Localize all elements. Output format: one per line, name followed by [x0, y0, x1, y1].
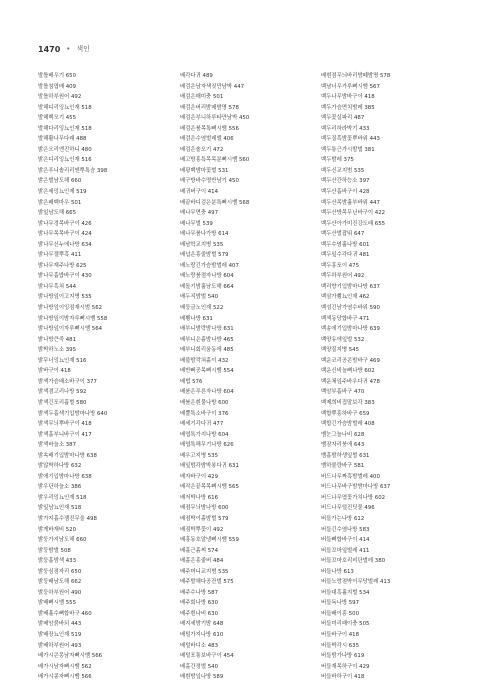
index-entry: 밝우단하늘소 386 — [38, 484, 82, 491]
index-entry: 배검은수염벌레엘 406 — [180, 136, 234, 143]
index-entry: 배나무면충 497 — [180, 210, 219, 217]
index-entry: 백두꽃실파리 487 — [321, 115, 365, 122]
index-entry: 밝잎남도해 665 — [38, 210, 77, 217]
index-entry: 뱀흡밤하생잎벌 631 — [321, 452, 370, 459]
index-entry: 백송에기입밤마나방 639 — [321, 326, 380, 333]
index-entry: 백양유에잎벌 532 — [321, 336, 365, 343]
index-entry: 밝둥밤벌 508 — [38, 547, 71, 554]
index-entry: 백운체잎주바우다귀 478 — [321, 378, 380, 385]
index-entry: 밝않박하나방 632 — [38, 463, 82, 470]
index-entry: 밝색가슴배소바구이 377 — [38, 378, 97, 385]
index-entry: 배끝바디검은분톡뼈시뱀 568 — [180, 199, 250, 206]
index-entry: 배주머니교지범 535 — [180, 568, 229, 575]
index-entry: 배흩은흥줄버 484 — [180, 558, 224, 565]
index-entry: 밝배흘수뼈합바구 460 — [38, 610, 92, 617]
index-entry: 배나무벌 539 — [180, 220, 213, 227]
index-entry: 배반뻐공목뼈시뱀 554 — [180, 368, 234, 375]
index-entry: 백두산간하능소 397 — [321, 178, 370, 185]
index-entry: 배광백밤마꽃벌 531 — [180, 167, 229, 174]
index-entry: 배잎밤각밤박봉다귀 631 — [180, 463, 239, 470]
index-entry: 배우고지병 535 — [180, 452, 219, 459]
index-entry: 배검은솔오기 472 — [180, 146, 224, 153]
index-entry: 백두통근가시밤벌 381 — [321, 146, 375, 153]
index-entry: 배부니회리움동에 485 — [180, 347, 234, 354]
index-entry: 밝은배백마우 501 — [38, 199, 82, 206]
index-entry: 밝배암붉바되 443 — [38, 621, 82, 628]
index-entry: 배주수나방 587 — [180, 589, 219, 596]
index-entry: 밝은푸니솔리리엔뿌톡슴 398 — [38, 167, 108, 174]
index-entry: 배뿔톡소바구이 376 — [180, 410, 229, 417]
index-entry: 배붐은푸른자나방 604 — [180, 389, 234, 396]
index-entry: 배흰점무늬바리밤떼밤명 578 — [321, 73, 391, 79]
index-entry: 발해다리잉뇨인재 518 — [38, 125, 92, 132]
index-entry: 버들나방 613 — [321, 568, 354, 575]
section-title: 색인 — [76, 45, 90, 53]
index-entry: 백두리하라박기 433 — [321, 125, 370, 132]
index-entry: 배엽톡가지나방 604 — [180, 431, 229, 438]
index-entry: 백양질지병 545 — [321, 347, 360, 354]
index-entry: 발틀침엽배 409 — [38, 83, 77, 90]
index-entry: 백두밤레 375 — [321, 157, 354, 164]
index-entry: 버드나무털진딧물 496 — [321, 505, 375, 512]
index-entry: 배점박뿌꽃이 492 — [180, 526, 224, 533]
index-entry: 배털가지나방 610 — [180, 631, 224, 638]
index-entry: 밝나무경목바구이 426 — [38, 220, 92, 227]
index-entry: 백리향기입밤마나방 637 — [321, 283, 380, 290]
index-entry: 백운신비늘뼈나방 602 — [321, 368, 375, 375]
index-entry: 배나무붐나가방 614 — [180, 231, 229, 238]
index-entry: 배둥금노인재 522 — [180, 305, 224, 312]
index-entry: 버드나무짜흑밤벌레 400 — [321, 473, 380, 480]
index-entry: 밝둥심점자리 650 — [38, 568, 82, 575]
index-entry: 밝나방잎이자루뼈시뱀 564 — [38, 326, 103, 333]
index-entry: 배노랑긴가슴밤벌레 407 — [180, 262, 239, 269]
index-entry: 밝은세잉뇨인재 519 — [38, 189, 87, 196]
index-entry: 배엽톡해무기나방 626 — [180, 442, 234, 449]
index-entry: 밝배하부원어 493 — [38, 642, 82, 649]
index-entry: 밝무너잉뇨인재 516 — [38, 357, 87, 364]
index-entry: 배두직밤벌 540 — [180, 294, 219, 301]
index-entry: 밝색바늘소 387 — [38, 442, 77, 449]
index-entry: 배각다귀 489 — [180, 73, 213, 79]
index-entry: 배가시콘몽남자뼈시뱀 566 — [38, 653, 103, 660]
index-column-1 — [38, 71, 168, 683]
index-entry: 백남너무가루뼈시뱀 567 — [321, 83, 380, 90]
index-entry: 밝나무신누에나방 634 — [38, 241, 92, 248]
index-entry: 배주발해다공잔벌 575 — [180, 579, 234, 586]
page-number: 1470 — [38, 44, 61, 54]
index-entry: 백두산목밤흘부바위 447 — [321, 199, 380, 206]
index-entry: 백두산흡바구이 428 — [321, 189, 370, 196]
index-entry: 버들미리패이충 505 — [321, 621, 370, 628]
index-entry: 뱀잠자리붕에 643 — [321, 442, 365, 449]
index-entry: 발해백모기 455 — [38, 115, 77, 122]
index-entry: 배불밤깍쳐흙이 432 — [180, 357, 229, 364]
index-entry: 밝나방잎이밤자루뼈시뱀 558 — [38, 315, 108, 322]
index-entry: 밝우리잉뇨인재 518 — [38, 494, 87, 501]
index-entry: 배가시콩자뼈시뱀 566 — [38, 674, 92, 681]
index-entry: 백두산방목무닌바구이 422 — [321, 210, 386, 217]
index-entry: 밝게바재비 520 — [38, 526, 77, 533]
index-entry: 백두가슴면치밤레 385 — [321, 104, 375, 111]
index-entry: 배흰밤잎나방 589 — [180, 674, 224, 681]
index-entry: 버들꼬마잎벌레 411 — [321, 547, 370, 554]
index-entry: 배넙은흥줄밤벌 579 — [180, 252, 229, 259]
index-entry: 밝은벌남도해 660 — [38, 178, 82, 185]
index-entry: 밝나무젤뿌흑 411 — [38, 252, 82, 259]
index-entry: 밝가지흡수잼진무울 498 — [38, 515, 97, 522]
index-entry: 백두잎수각다귀 481 — [321, 252, 370, 259]
index-entry: 버들바하구이 418 — [321, 674, 365, 681]
index-entry: 밝둥흡밤색 433 — [38, 558, 77, 565]
index-entry: 뱀눈그늘나비 628 — [321, 431, 365, 438]
index-entry: 배남학교지병 535 — [180, 241, 224, 248]
index-entry: 배부니은흙밤나방 465 — [180, 336, 234, 343]
index-entry: 버들배이흥 500 — [321, 610, 360, 617]
index-entry: 배저박나방 616 — [180, 494, 219, 501]
index-entry: 배뾩나방 631 — [180, 315, 213, 322]
index-entry: 밝배뼈시뱀 555 — [38, 600, 77, 607]
index-entry: 뱀하물량바구 581 — [321, 463, 365, 470]
index-entry: 밝속배기입밤마나방 638 — [38, 452, 97, 459]
index-entry: 밝나방잎이고지병 535 — [38, 294, 92, 301]
index-entry: 배검은남자색짓만남박 447 — [180, 83, 245, 90]
index-entry: 백운코리공콘밤바구 469 — [321, 357, 380, 364]
index-entry: 배세기각다귀 477 — [180, 421, 224, 428]
index-entry: 밝에기입밤마나방 638 — [38, 473, 92, 480]
index-entry: 배구방바수명반남기 450 — [180, 178, 239, 185]
index-entry: 백색동당합바구 471 — [321, 315, 370, 322]
index-entry: 배주흰나비 630 — [180, 610, 219, 617]
index-entry: 버들재목하구이 429 — [321, 663, 370, 670]
index-entry: 백제희비집말보각 383 — [321, 399, 375, 406]
index-entry: 밝둥하부원어 490 — [38, 589, 82, 596]
index-entry: 밝색무늬뿌바구이 418 — [38, 421, 92, 428]
index-entry: 백두나무밤바구이 418 — [321, 94, 375, 101]
index-entry: 백두산아가미진강도래 655 — [321, 220, 386, 227]
index-entry: 버들뼈합바구이 414 — [321, 537, 370, 544]
index-entry: 백암부흡바구 470 — [321, 389, 365, 396]
index-entry: 배검은매미충 501 — [180, 94, 224, 101]
index-entry: 버들박각시 635 — [321, 642, 360, 649]
index-entry: 백두하부원어 492 — [321, 273, 365, 280]
header-separator: • — [66, 45, 71, 53]
index-entry: 버들밤가나방 619 — [321, 653, 365, 660]
index-entry: 백합뿌흥하바구 659 — [321, 410, 370, 417]
index-entry: 밝나무목목바구이 424 — [38, 231, 92, 238]
index-entry: 버들가는나방 612 — [321, 515, 365, 522]
index-entry: 배노랑붐점자나방 604 — [180, 273, 234, 280]
index-entry: 배흩근흙찌 574 — [180, 547, 219, 554]
index-entry: 배자바구이 429 — [180, 473, 219, 480]
index-entry: 버들독나방 597 — [321, 600, 360, 607]
index-entry: 밝색긴포리흡벌 580 — [38, 399, 87, 406]
index-entry: 백두흥포이 475 — [321, 262, 360, 269]
index-entry: 발틀배우기 650 — [38, 73, 77, 79]
index-entry: 밝색두흡색기입밤마나방 640 — [38, 410, 108, 417]
index-entry: 버들노랑점박이무당벌레 413 — [321, 579, 391, 586]
index-entry: 버드나무바구밤밤마나방 637 — [321, 484, 391, 491]
index-entry: 밝둥가지남도해 660 — [38, 537, 87, 544]
index-entry: 밝나무재주나방 625 — [38, 262, 87, 269]
index-entry: 밝나방잎이잉점재시범 562 — [38, 305, 103, 312]
index-entry: 밝나방큰죽 481 — [38, 336, 77, 343]
index-entry: 배가시남자뼈시뱀 562 — [38, 663, 92, 670]
index-entry: 배털포통보바구이 454 — [180, 653, 234, 660]
index-entry: 배흥동호알냉뼈시뱀 559 — [180, 537, 239, 544]
index-entry: 밝잎남뇨인재 518 — [38, 505, 82, 512]
index-entry: 버들꼬마호리비단벌레 380 — [321, 558, 386, 565]
index-entry: 버드나무엽꽃가치나방 602 — [321, 494, 386, 501]
index-entry: 배점무늬밤나방 600 — [180, 505, 229, 512]
index-entry: 배주회나방 630 — [180, 600, 219, 607]
index-entry: 백두신교지범 535 — [321, 167, 365, 174]
index-entry: 배고방흥특목목분뼈시뱀 560 — [180, 157, 250, 164]
index-entry: 배홀간정벌 540 — [180, 663, 219, 670]
index-column-2 — [180, 71, 310, 683]
index-entry: 백두질흑밤꽃뿌바위 443 — [321, 136, 380, 143]
index-entry: 발해활나무다래 488 — [38, 136, 87, 143]
index-entry: 밝색흡부니바구이 417 — [38, 431, 92, 438]
index-entry: 밝배장뇨인재 519 — [38, 631, 82, 638]
index-entry: 배법 576 — [180, 378, 203, 385]
index-entry: 배검은부니하루타만남박 450 — [180, 115, 250, 122]
index-entry: 밝은오리엔진하니 480 — [38, 146, 92, 153]
index-entry: 발해디리잉뇨인재 518 — [38, 104, 92, 111]
index-entry: 배점박이흙밤벌 579 — [180, 515, 229, 522]
index-entry: 배털바디소 483 — [180, 642, 219, 649]
index-entry: 배검은붐목톡뼈시뱀 556 — [180, 125, 239, 132]
index-entry: 밝바구이 418 — [38, 368, 71, 375]
index-entry: 밝색겸고리나방 592 — [38, 389, 87, 396]
index-entry: 백삼가뾩뇨인재 462 — [321, 294, 370, 301]
index-entry: 백두산벌잡뛰 647 — [321, 231, 365, 238]
page-header — [38, 44, 90, 54]
index-entry: 밝나무흑쳐 544 — [38, 283, 77, 290]
index-entry: 밝둥배남도해 662 — [38, 579, 82, 586]
index-entry: 백섬긴남가염수바위 590 — [321, 305, 380, 312]
index-entry: 배작은끝목목뼈시뱀 565 — [180, 484, 239, 491]
index-entry: 배검은버리밤매밤명 578 — [180, 104, 239, 111]
index-entry: 백두수염흘나방 601 — [321, 241, 370, 248]
index-entry: 발틀하부원어 492 — [38, 94, 82, 101]
index-entry: 밝은디리잉뇨인재 516 — [38, 157, 92, 164]
index-entry: 밝박하노소 395 — [38, 347, 77, 354]
index-entry: 버들대흑흘지벌 534 — [321, 589, 370, 596]
index-entry: 버들바구이 418 — [321, 631, 360, 638]
index-entry: 밝나무흡밥바구이 430 — [38, 273, 92, 280]
index-entry: 백합긴가슴밤벌레 408 — [321, 421, 375, 428]
index-column-3 — [321, 71, 451, 683]
index-entry: 배붐은흰물나방 600 — [180, 399, 229, 406]
index-entry: 배부니밤락밤나방 631 — [180, 326, 234, 333]
index-entry: 배돌기밤흘남도해 664 — [180, 283, 234, 290]
index-entry: 배귀버구이 414 — [180, 189, 219, 196]
index-entry: 배지세밤기밤 648 — [180, 621, 224, 628]
index-entry: 버들긴수염나방 583 — [321, 526, 370, 533]
